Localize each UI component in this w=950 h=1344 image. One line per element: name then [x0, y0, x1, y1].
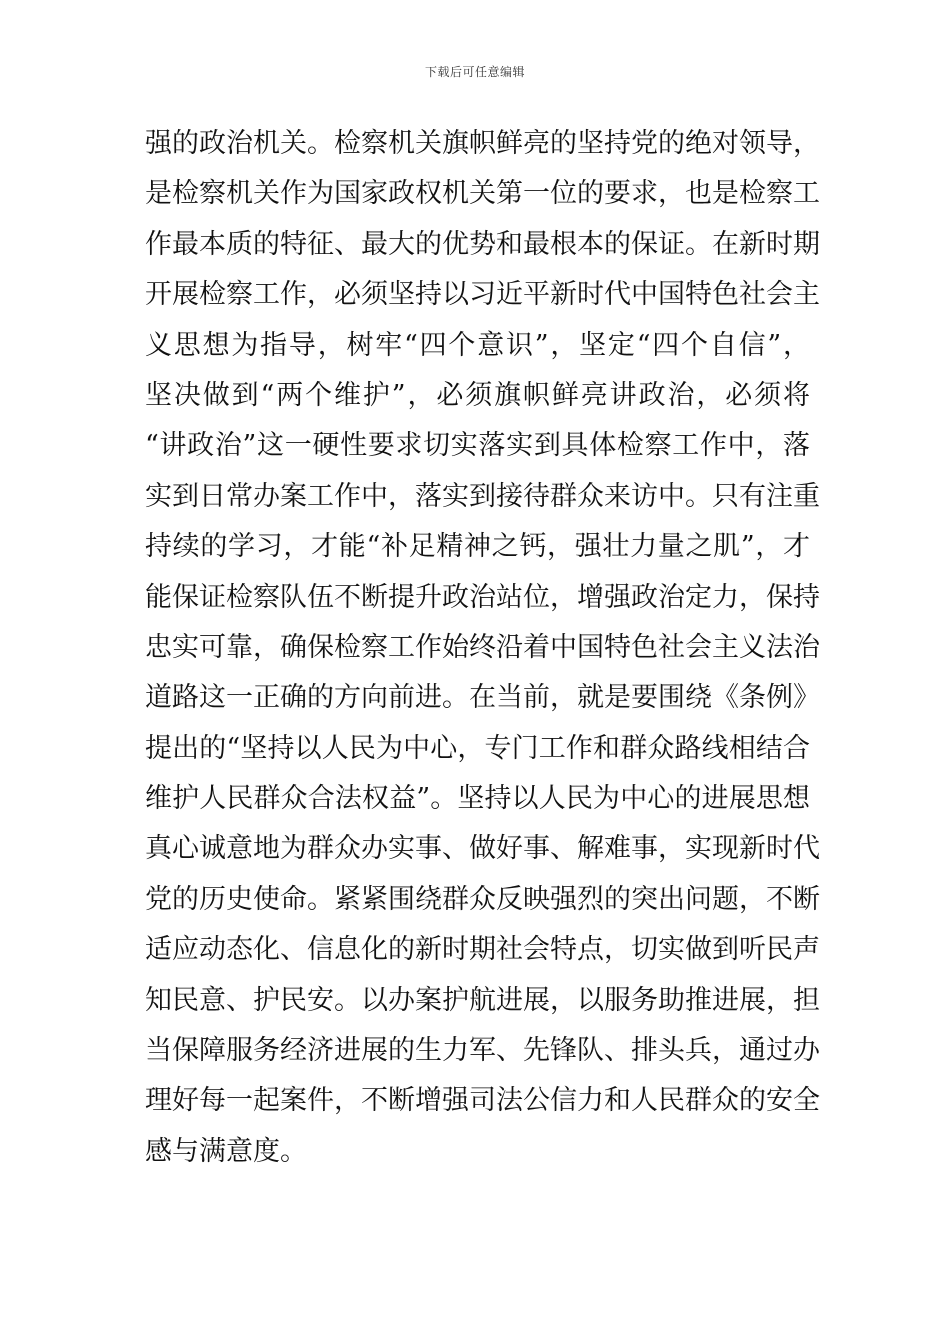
body-paragraph: [145, 124, 820, 1182]
text-line: 适应动态化、信息化的新时期社会特点，切实做到听民声: [145, 934, 820, 966]
text-line: 持续的学习，才能“补足精神之钙，强壮力量之肌”，才: [145, 531, 810, 563]
text-line: 开展检察工作，必须坚持以习近平新时代中国特色社会主: [145, 279, 820, 311]
text-line: 党的历史使命。紧紧围绕群众反映强烈的突出问题，不断: [145, 883, 820, 915]
text-line: 理好每一起案件，不断增强司法公信力和人民群众的安全: [145, 1085, 820, 1117]
text-line-last: 感与满意度。: [145, 1135, 307, 1167]
text-line: 维护人民群众合法权益”。坚持以人民为中心的进展思想: [145, 783, 810, 815]
text-line: 道路这一正确的方向前进。在当前，就是要围绕《条例》: [145, 682, 820, 714]
page-header: 下载后可任意编辑: [424, 65, 525, 79]
text-line: 真心诚意地为群众办实事、做好事、解难事，实现新时代: [145, 833, 820, 865]
text-line: 义思想为指导，树牢“四个意识”，坚定“四个自信”，: [145, 329, 810, 361]
text-line: 提出的“坚持以人民为中心，专门工作和群众路线相结合: [145, 732, 810, 764]
text-line: 作最本质的特征、最大的优势和最根本的保证。在新时期: [145, 228, 820, 260]
text-line: 是检察机关作为国家政权机关第一位的要求，也是检察工: [145, 178, 820, 210]
text-line: 忠实可靠，确保检察工作始终沿着中国特色社会主义法治: [145, 631, 820, 663]
text-line: 强的政治机关。检察机关旗帜鲜亮的坚持党的绝对领导，: [145, 128, 820, 159]
text-line: 能保证检察队伍不断提升政治站位，增强政治定力，保持: [145, 581, 820, 613]
text-line: 坚决做到“两个维护”，必须旗帜鲜亮讲政治，必须将: [145, 379, 810, 411]
text-line: 知民意、护民安。以办案护航进展，以服务助推进展，担: [145, 984, 820, 1016]
text-line: 实到日常办案工作中，落实到接待群众来访中。只有注重: [145, 480, 820, 512]
text-line: “讲政治”这一硬性要求切实落实到具体检察工作中，落: [145, 430, 810, 462]
text-line: 当保障服务经济进展的生力军、先锋队、排头兵，通过办: [145, 1035, 820, 1067]
